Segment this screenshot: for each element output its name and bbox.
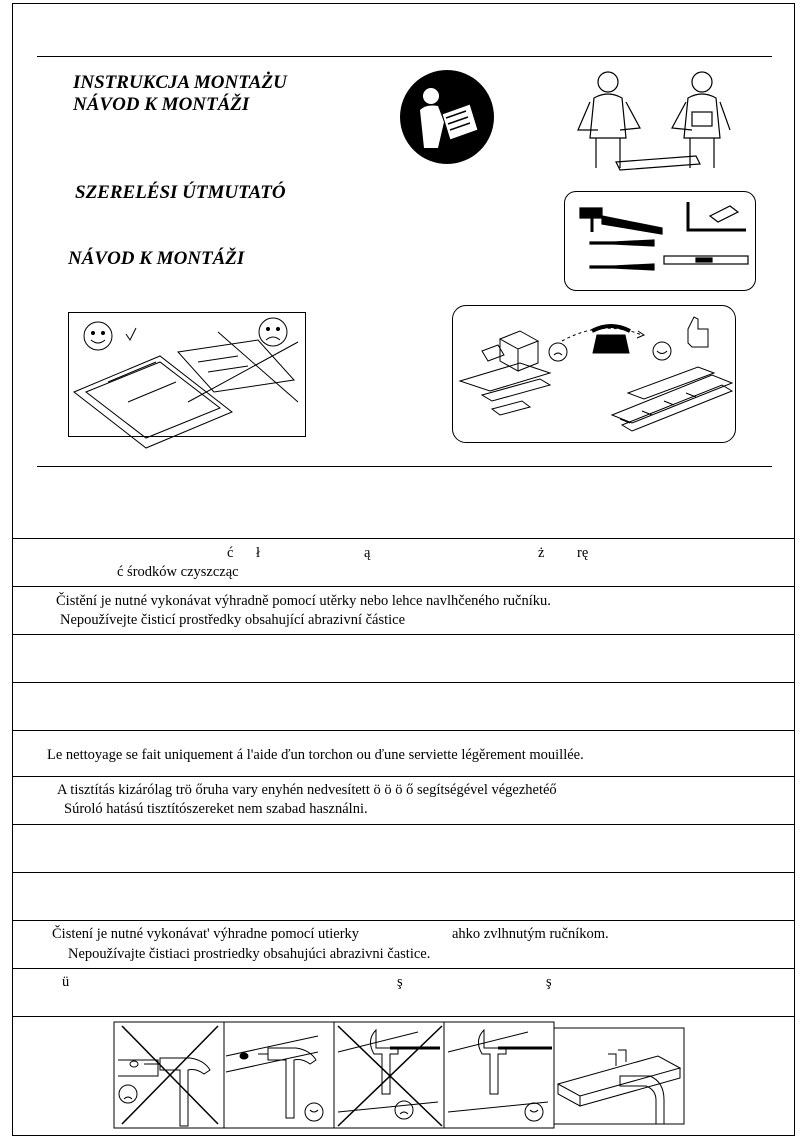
- hu-line-1: A tisztítás kizárólag trö őruha vary enyhén nedvesített ö ö ö ő segítségével végezhetéő: [57, 782, 557, 798]
- row-fr: [12, 730, 795, 776]
- sk-line-2: Nepoužívajte čistiaci prostriedky obsahujúci abrazivni častice.: [68, 946, 431, 962]
- row-cs: [12, 586, 795, 634]
- cs-line-2: Nepoužívejte čisticí prostředky obsahující abrazivní částice: [60, 612, 406, 628]
- row-empty-2: [12, 682, 795, 730]
- fr-line-1: Le nettoyage se fait uniquement á l'aide ďun torchon ou ďune serviette légěrement mouillée.: [47, 747, 584, 763]
- pl-char-5: rę: [577, 545, 589, 561]
- pl-char-1: ć: [227, 545, 234, 561]
- tools-icon: [570, 196, 752, 286]
- tr-char-2: ş: [397, 974, 403, 990]
- tr-char-1: ü: [62, 974, 70, 990]
- row-sk: [12, 920, 795, 968]
- call-service-icon: [452, 305, 736, 443]
- row-tr: [12, 968, 795, 1016]
- title-pl: INSTRUKCJA MONTAŻU: [73, 72, 287, 93]
- sk-line-1b: ahko zvlhnutým ručníkom.: [452, 926, 609, 942]
- title-cs: NÁVOD K MONTÁŽI: [73, 94, 250, 115]
- read-manual-icon: [398, 68, 496, 166]
- header-bottom-rule: [37, 466, 772, 467]
- title-hu: SZERELÉSI ÚTMUTATÓ: [75, 182, 286, 203]
- hu-line-2: Súroló hatású tisztítószereket nem szabad használni.: [64, 801, 368, 817]
- pl-char-4: ż: [538, 545, 545, 561]
- hammer-dowel-steps-icon: [114, 1020, 686, 1132]
- row-empty-4: [12, 872, 795, 920]
- cs-line-1: Čistění je nutné vykonávat výhradně pomocí utěrky nebo lehce navlhčeného ručníku.: [56, 593, 551, 609]
- row-pl: [12, 538, 795, 586]
- row-empty-3: [12, 824, 795, 872]
- row-hu: [12, 776, 795, 824]
- pl-char-2: ł: [256, 545, 261, 561]
- two-workers-icon: [570, 68, 738, 173]
- tr-char-3: ş: [546, 974, 552, 990]
- pl-line-2: ć środków czyszcząc: [117, 564, 239, 580]
- title-sk: NÁVOD K MONTÁŽI: [68, 248, 245, 269]
- row-empty-1: [12, 634, 795, 682]
- sk-line-1a: Čistení je nutné vykonávat' výhradne pomocí utierky: [52, 926, 360, 942]
- assemble-on-soft-surface-icon: [68, 312, 306, 437]
- header-rule: [37, 56, 772, 57]
- pl-char-3: ą: [364, 545, 371, 561]
